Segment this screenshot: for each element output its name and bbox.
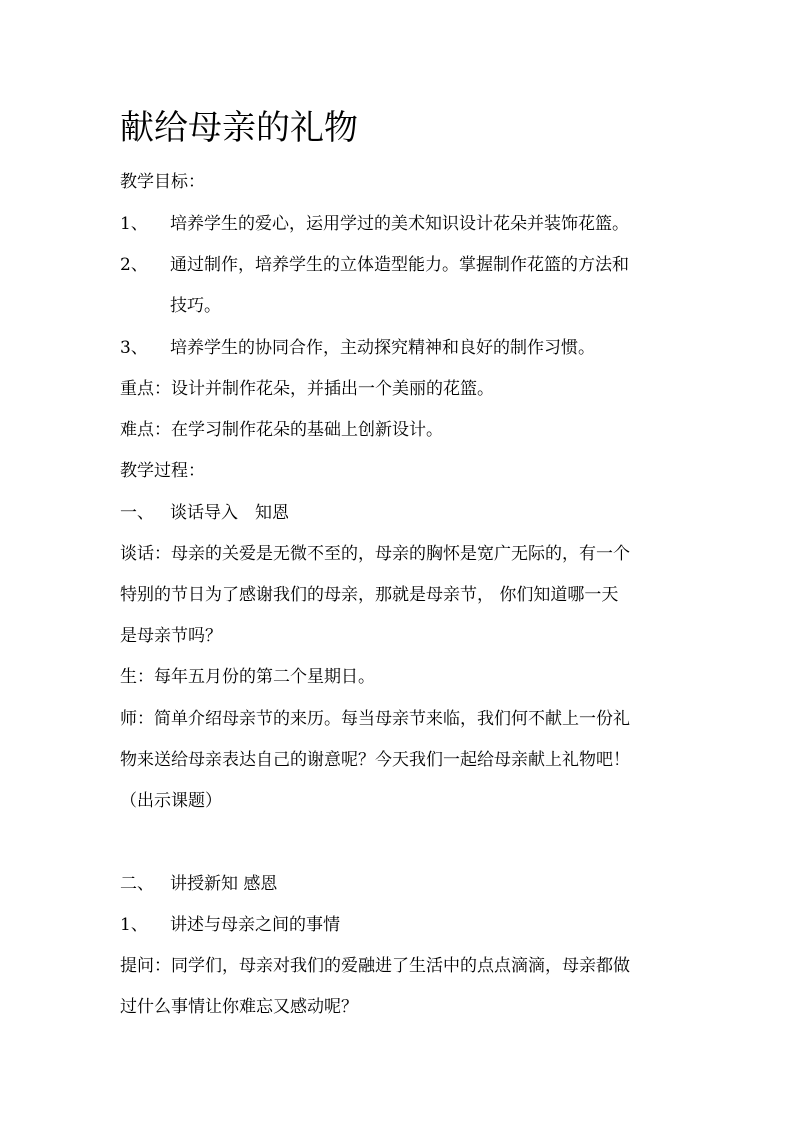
objective-2-number: 2、 xyxy=(120,255,148,275)
talk-line-1: 谈话：母亲的关爱是无微不至的，母亲的胸怀是宽广无际的，有一个 xyxy=(120,544,630,564)
difficult-point: 难点：在学习制作花朵的基础上创新设计。 xyxy=(120,420,443,440)
document-title: 献给母亲的礼物 xyxy=(120,108,358,148)
talk-line-2: 特别的节日为了感谢我们的母亲，那就是母亲节， 你们知道哪一天 xyxy=(120,585,619,605)
teacher-line-2: 物来送给母亲表达自己的谢意呢？今天我们一起给母亲献上礼物吧！ xyxy=(120,750,630,770)
objectives-heading: 教学目标： xyxy=(120,172,205,192)
section-1-title: 谈话导入 知恩 xyxy=(170,503,289,523)
section-1-number: 一、 xyxy=(120,503,154,523)
teacher-line-3: （出示课题） xyxy=(120,791,222,811)
objective-1-text: 培养学生的爱心，运用学过的美术知识设计花朵并装饰花篮。 xyxy=(170,214,629,234)
objective-2-text-continued: 技巧。 xyxy=(170,296,221,316)
key-point: 重点：设计并制作花朵，并插出一个美丽的花篮。 xyxy=(120,379,494,399)
question-line-1: 提问：同学们，母亲对我们的爱融进了生活中的点点滴滴，母亲都做 xyxy=(120,956,630,976)
objective-1-number: 1、 xyxy=(120,214,148,234)
section-2-sub1-title: 讲述与母亲之间的事情 xyxy=(170,915,340,935)
section-2-sub1-number: 1、 xyxy=(120,915,148,935)
student-answer: 生：每年五月份的第二个星期日。 xyxy=(120,667,375,687)
objective-3-text: 培养学生的协同合作，主动探究精神和良好的制作习惯。 xyxy=(170,338,595,358)
talk-line-3: 是母亲节吗？ xyxy=(120,626,222,646)
objective-3-number: 3、 xyxy=(120,338,148,358)
section-2-title: 讲授新知 感恩 xyxy=(170,874,278,894)
question-line-2: 过什么事情让你难忘又感动呢？ xyxy=(120,997,358,1017)
objective-2-text: 通过制作，培养学生的立体造型能力。掌握制作花篮的方法和 xyxy=(170,255,629,275)
section-2-number: 二、 xyxy=(120,874,154,894)
process-heading: 教学过程： xyxy=(120,461,205,481)
teacher-line-1: 师：简单介绍母亲节的来历。每当母亲节来临，我们何不献上一份礼 xyxy=(120,709,630,729)
